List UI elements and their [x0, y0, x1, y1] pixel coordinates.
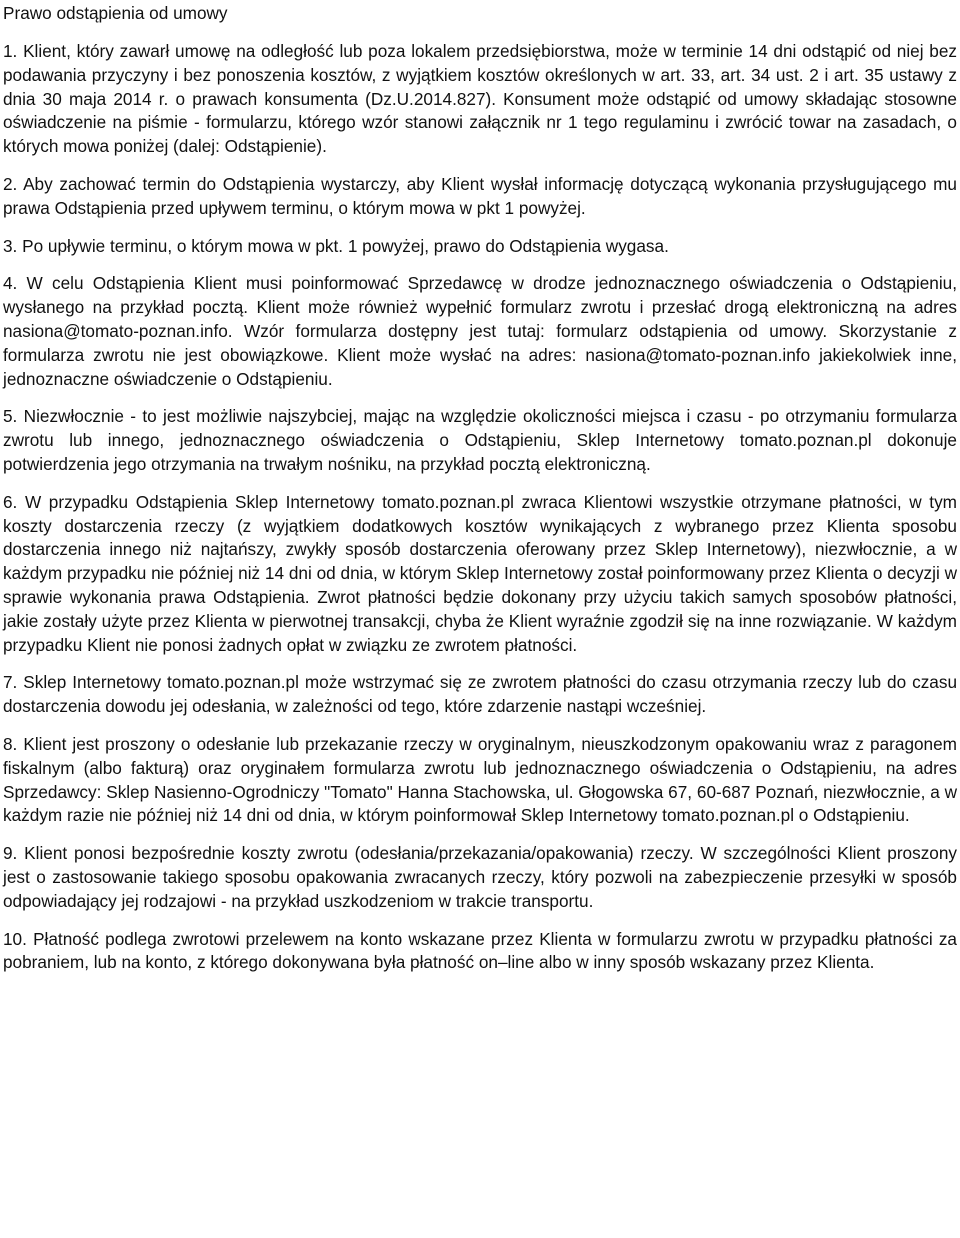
- paragraph-9: 9. Klient ponosi bezpośrednie koszty zwrotu (odesłania/przekazania/opakowania) rzeczy. W szczególności Klient proszony jest o zastosowanie takiego sposobu opakowania zwracanych rzeczy, który pozwoli na zabezpieczenie przesyłki w sposób odpowiadający jej rodzajowi - na przykład uszkodzeniom w trakcie transportu.: [3, 843, 957, 911]
- document: [3, 0, 957, 975]
- document-title: Prawo odstąpienia od umowy: [3, 3, 228, 23]
- paragraph-6: 6. W przypadku Odstąpienia Sklep Internetowy tomato.poznan.pl zwraca Klientowi wszystkie otrzymane płatności, w tym koszty dostarczenia rzeczy (z wyjątkiem dodatkowych kosztów wynikających z wybranego przez Klienta sposobu dostarczenia innego niż najtańszy, zwykły sposób dostarczenia oferowany przez Sklep Internetowy), niezwłocznie, a w każdym przypadku nie później niż 14 dni od dnia, w którym Sklep Internetowy został poinformowany przez Klienta o decyzji w sprawie wykonania prawa Odstąpienia. Zwrot płatności będzie dokonany przy użyciu takich samych sposobów płatności, jakie zostały użyte przez Klienta w pierwotnej transakcji, chyba że Klient wyraźnie zgodził się na inne rozwiązanie. W każdym przypadku Klient nie ponosi żadnych opłat w związku ze zwrotem płatności.: [3, 491, 957, 655]
- paragraph-2: 2. Aby zachować termin do Odstąpienia wystarczy, aby Klient wysłał informację dotyczącą wykonania przysługującego mu prawa Odstąpienia przed upływem terminu, o którym mowa w pkt 1 powyżej.: [3, 173, 957, 218]
- paragraph-10: 10. Płatność podlega zwrotowi przelewem na konto wskazane przez Klienta w formularzu zwrotu w przypadku płatności za pobraniem, lub na konto, z którego dokonywana była płatność on–line albo w inny sposób wskazany przez Klienta.: [3, 928, 957, 973]
- paragraph-4: 4. W celu Odstąpienia Klient musi poinformować Sprzedawcę w drodze jednoznacznego oświadczenia o Odstąpieniu, wysłanego na przykład pocztą. Klient może również wypełnić formularz zwrotu i przesłać drogą elektroniczną na adres nasiona@tomato-poznan.info. Wzór formularza dostępny jest tutaj: formularz odstąpienia od umowy. Skorzystanie z formularza zwrotu nie jest obowiązkowe. Klient może wysłać na adres: nasiona@tomato-poznan.info jakiekolwiek inne, jednoznaczne oświadczenie o Odstąpieniu.: [3, 273, 957, 389]
- paragraph-3: 3. Po upływie terminu, o którym mowa w pkt. 1 powyżej, prawo do Odstąpienia wygasa.: [3, 235, 669, 256]
- paragraph-1: 1. Klient, który zawarł umowę na odległość lub poza lokalem przedsiębiorstwa, może w terminie 14 dni odstąpić od niej bez podawania przyczyny i bez ponoszenia kosztów, z wyjątkiem kosztów określonych w art. 33, art. 34 ust. 2 i art. 35 ustawy z dnia 30 maja 2014 r. o prawach konsumenta (Dz.U.2014.827). Konsument może odstąpić od umowy składając stosowne oświadczenie na piśmie - formularzu, którego wzór stanowi załącznik nr 1 tego regulaminu i zwrócić towar na zasadach, o których mowa poniżej (dalej: Odstąpienie).: [3, 41, 957, 157]
- paragraph-5: 5. Niezwłocznie - to jest możliwie najszybciej, mając na względzie okoliczności miejsca i czasu - po otrzymaniu formularza zwrotu lub innego, jednoznacznego oświadczenia o Odstąpieniu, Sklep Internetowy tomato.poznan.pl dokonuje potwierdzenia jego otrzymania na trwałym nośniku, na przykład pocztą elektroniczną.: [3, 406, 957, 474]
- paragraph-8: 8. Klient jest proszony o odesłanie lub przekazanie rzeczy w oryginalnym, nieuszkodzonym opakowaniu wraz z paragonem fiskalnym (albo fakturą) oraz oryginałem formularza zwrotu lub jednoznacznego oświadczenia o Odstąpieniu, na adres Sprzedawcy: Sklep Nasienno-Ogrodniczy "Tomato" Hanna Stachowska, ul. Głogowska 67, 60-687 Poznań, niezwłocznie, a w każdym razie nie później niż 14 dni od dnia, w którym poinformował Sklep Internetowy tomato.poznan.pl o Odstąpieniu.: [3, 733, 957, 826]
- paragraph-7: 7. Sklep Internetowy tomato.poznan.pl może wstrzymać się ze zwrotem płatności do czasu otrzymania rzeczy lub do czasu dostarczenia dowodu jej odesłania, w zależności od tego, które zdarzenie nastąpi wcześniej.: [3, 672, 957, 717]
